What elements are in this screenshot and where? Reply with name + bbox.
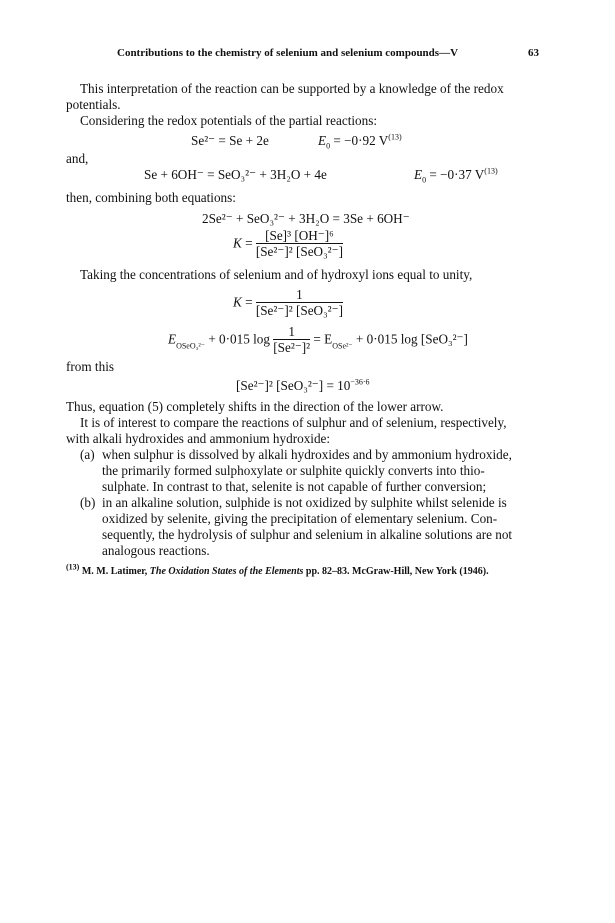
k2-numerator: 1 [256, 287, 343, 303]
paragraph-line: It is of interest to compare the reactions of sulphur and of selenium, respectively, [80, 415, 507, 430]
equation-1 [191, 133, 269, 149]
equation-3: 2Se²⁻ + SeO₃²⁻ + 3H₂O = 3Se + 6OH⁻ [202, 211, 410, 226]
list-item-b-line: analogous reactions. [102, 543, 210, 558]
equation-5: [Se²⁻]² $[SeO_3^{2-}] = 10^{-36\cdot 6}$ [236, 377, 370, 393]
list-item-b-line: sequently, the hydrolysis of sulphur and selenium in alkaline solutions are not [102, 527, 513, 542]
equation-2-potential: $E_0 = -0\cdot 37$ $V^{(13)}$ [414, 166, 498, 185]
equation-2: Se + 6OH⁻ = SeO₃²⁻ + 3H₂O + 4e [144, 167, 327, 182]
paragraph-line: Considering the redox potentials of the partial reactions: [80, 113, 378, 128]
list-item-a-line: sulphate. In contrast to that, selenite is not capable of further conversion; [102, 479, 487, 494]
footnote-title: The Oxidation States of the Elements [149, 566, 304, 577]
list-item-b-line: in an alkaline solution, sulphide is not oxidized by sulphite whilst selenide is [102, 495, 507, 510]
footnote-ref: (13) [66, 562, 80, 572]
paragraph-line: then, combining both equations: [66, 190, 236, 205]
paragraph-line: Thus, equation (5) completely shifts in the direction of the lower arrow. [66, 399, 444, 414]
paragraph-line: Taking the concentrations of selenium and of hydroxyl ions equal to unity, [80, 267, 473, 282]
equation-4: $E_{OSeO_3^{2-}} + 0\cdot 015$ log $\frac{1}{\text{[Se²⁻]²}}$ = $E_{OSe^{2-}} + 0\cdot 015$ log [SeO₃²⁻] [168, 324, 468, 355]
k1-numerator: [Se]³ [OH⁻]⁶ [256, 228, 343, 244]
page-number: 63 [528, 47, 539, 59]
connector-and: and, [66, 151, 89, 166]
list-item-a-line: when sulphur is dissolved by alkali hydroxides and by ammonium hydroxide, [102, 447, 512, 462]
equilibrium-constant-1: K = $\frac{\text{[Se]³ [OH⁻]⁶}}{\text{[Se²⁻]² [SeO₃²⁻]}}$ [233, 228, 343, 259]
k2-denominator: [Se²⁻]² [SeO₃²⁻] [255, 303, 343, 318]
paragraph-line: with alkali hydroxides and ammonium hydroxide: [66, 431, 331, 446]
paragraph-line: from this [66, 359, 114, 374]
equation-1-lhs: Se²⁻ = Se + 2e [191, 133, 269, 148]
list-item-b-label: (b) [80, 495, 96, 510]
list-item-b-line: oxidized by selenite, giving the precipitation of elementary selenium. Con- [102, 511, 498, 526]
equation-1-potential: $E_0 = -0\cdot 92$ $V^{(13)}$ [318, 132, 402, 151]
list-item-a-label: (a) [80, 447, 95, 462]
list-item-a-line: the primarily formed sulphoxylate or sulphite quickly converts into thio- [102, 463, 485, 478]
equilibrium-constant-2: K = $\frac{1}{\text{[Se²⁻]² [SeO₃²⁻]}}$ [233, 287, 343, 318]
footnote: $^{(13)}$ M. M. Latimer, The Oxidation States of the Elements pp. 82–83. McGraw-Hill, New York (1946). [66, 562, 489, 577]
paragraph-line: potentials. [66, 97, 121, 112]
running-title: Contributions to the chemistry of selenium and selenium compounds—V [117, 47, 459, 59]
paragraph-line: This interpretation of the reaction can be supported by a knowledge of the redox [80, 81, 504, 96]
k1-denominator: [Se²⁻]² [SeO₃²⁻] [255, 244, 343, 259]
